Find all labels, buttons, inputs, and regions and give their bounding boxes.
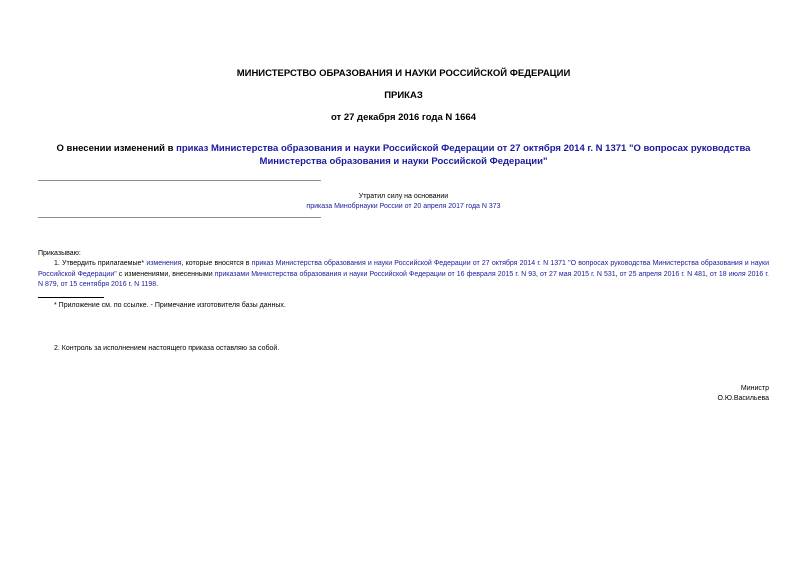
- item1-link-changes[interactable]: изменения: [146, 260, 182, 267]
- order-item-1: [38, 259, 769, 291]
- status-note-line2: [38, 202, 769, 211]
- footnote: * Приложение см. по ссылке. - Примечание изготовителя базы данных.: [54, 302, 286, 309]
- status-note-text: Утратил силу на основании: [358, 193, 449, 200]
- status-note-link[interactable]: приказа Минобрнауки России от 20 апреля 2017 года N 373: [306, 203, 501, 210]
- signatory-title: Министр: [740, 385, 769, 392]
- status-divider-top: [38, 180, 321, 181]
- item1-text-2: , которые вносятся в: [181, 260, 252, 267]
- ministry-heading: МИНИСТЕРСТВО ОБРАЗОВАНИЯ И НАУКИ РОССИЙСКОЙ ФЕДЕРАЦИИ: [236, 68, 571, 79]
- item1-link-order-1198[interactable]: от 15 сентября 2016 г. N 1198: [60, 281, 157, 288]
- item1-text-3: с изменениями, внесенными: [116, 270, 215, 278]
- item1-text-4: ,: [536, 270, 541, 278]
- order-item-2: 2. Контроль за исполнением настоящего приказа оставляю за собой.: [54, 345, 280, 352]
- item1-link-order-531[interactable]: от 27 мая 2015 г. N 531: [540, 270, 616, 278]
- order-word: Приказываю:: [38, 250, 81, 257]
- item1-link-order-1371[interactable]: приказ Министерства образования и науки Российской Федерации от 27 октября 2014 г. N 1371 "О вопросах руководства Министерства образования и науки Российской Федерации": [38, 260, 770, 278]
- item1-text-6: ,: [705, 270, 710, 278]
- document-date-number: от 27 декабря 2016 года N 1664: [330, 112, 476, 123]
- document-title: [38, 143, 769, 168]
- title-link-order-1371[interactable]: приказ Министерства образования и науки Российской Федерации от 27 октября 2014 г. N 1371 "О вопросах руководства Министерства образования и науки Российской Федерации": [176, 143, 751, 167]
- item1-link-order-879[interactable]: от 18 июля 2016 г. N 879: [38, 270, 769, 288]
- status-divider-bottom: [38, 217, 321, 218]
- item1-text-7: ,: [56, 281, 61, 288]
- signatory-name: О.Ю.Васильева: [717, 395, 769, 402]
- item1-text-8: .: [156, 281, 159, 288]
- item1-link-order-93[interactable]: приказами Министерства образования и науки Российской Федерации от 16 февраля 2015 г. N 93: [214, 270, 537, 278]
- footnote-rule: [38, 297, 104, 298]
- item1-link-order-481[interactable]: от 25 апреля 2016 г. N 481: [619, 270, 706, 278]
- document-type-heading: ПРИКАЗ: [384, 90, 423, 101]
- title-prefix: О внесении изменений в: [56, 143, 177, 154]
- item1-text-1: 1. Утвердить прилагаемые*: [54, 260, 147, 267]
- item1-text-5: ,: [615, 270, 620, 278]
